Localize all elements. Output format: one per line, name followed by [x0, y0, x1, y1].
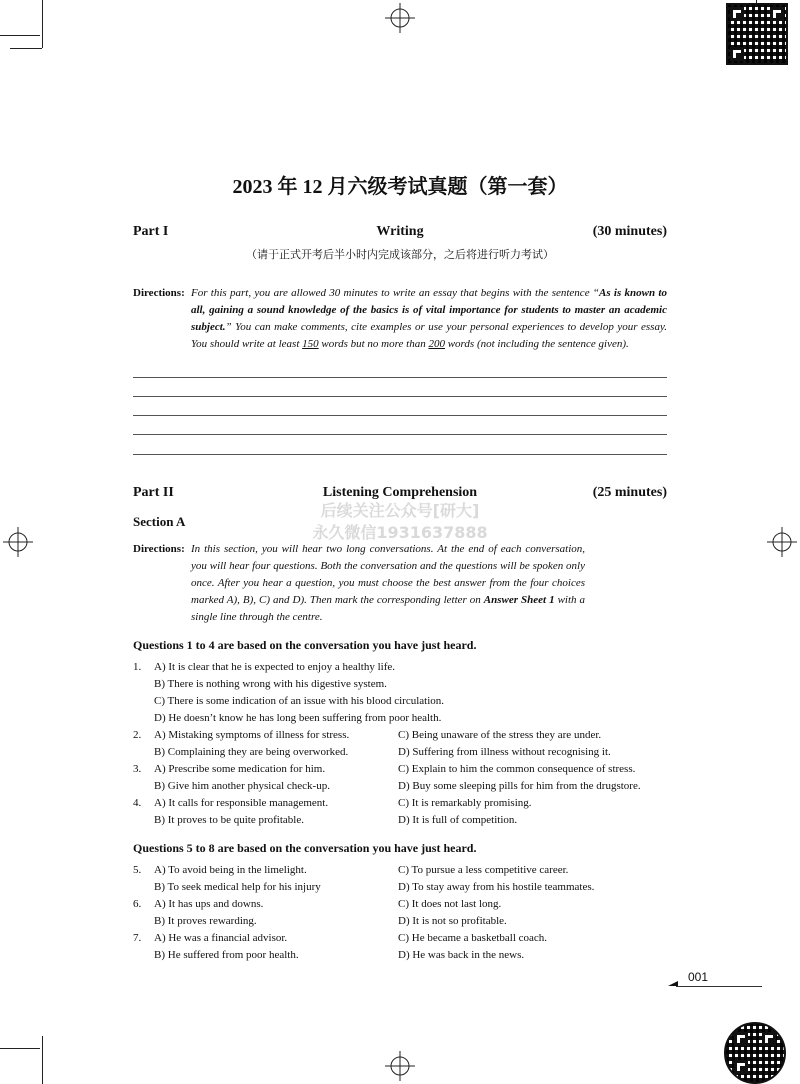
question-row [133, 795, 693, 812]
page-rule [676, 986, 762, 987]
answer-option[interactable]: B) He suffered from poor health. [154, 949, 299, 961]
answer-option[interactable]: A) It has ups and downs. [154, 898, 264, 910]
qr-code-icon [724, 1022, 786, 1084]
part2-name: Listening Comprehension [322, 485, 478, 500]
question-number: 5. [133, 864, 142, 876]
answer-sheet-ref: Answer Sheet 1 [483, 594, 555, 606]
registration-mark-top [385, 3, 415, 33]
question-number: 6. [133, 898, 142, 910]
directions-text: words but no more than [318, 338, 429, 350]
answer-option[interactable]: C) There is some indication of an issue with his blood circulation. [154, 695, 445, 707]
part2-directions [191, 541, 585, 626]
part2-label: Part II [133, 485, 174, 500]
registration-mark-right [767, 527, 797, 557]
registration-mark-left [3, 527, 33, 557]
crop-mark [42, 1036, 43, 1084]
answer-option[interactable]: B) To seek medical help for his injury [154, 881, 321, 893]
question-row [133, 676, 693, 693]
question-row [133, 913, 693, 930]
answer-option[interactable]: A) He was a financial advisor. [154, 932, 288, 944]
answer-option[interactable]: B) Complaining they are being overworked. [154, 746, 349, 758]
part2-time: (25 minutes) [592, 485, 667, 500]
question-row [133, 744, 693, 761]
directions-text: ” You can make comments, cite examples or use your personal experiences to develop your essay. You should write at least [191, 321, 667, 350]
question-row [133, 879, 693, 896]
answer-option[interactable]: B) It proves rewarding. [154, 915, 257, 927]
qr-code-icon [726, 3, 788, 65]
page-title: 2023 年 12 月六级考试真题（第一套） [232, 176, 568, 198]
watermark [300, 500, 500, 544]
question-number: 7. [133, 932, 142, 944]
question-number: 2. [133, 729, 142, 741]
question-row [133, 761, 693, 778]
question-number: 3. [133, 763, 142, 775]
question-row [133, 930, 693, 947]
answer-option[interactable]: C) To pursue a less competitive career. [398, 864, 569, 876]
part1-name: Writing [376, 224, 424, 239]
question-group-heading: Questions 1 to 4 are based on the conversation you have just heard. [133, 638, 477, 652]
answer-option[interactable]: B) There is nothing wrong with his digestive system. [154, 678, 387, 690]
crop-mark [0, 35, 40, 36]
answer-line[interactable] [133, 434, 667, 435]
question-row [133, 727, 693, 744]
question-row [133, 693, 693, 710]
question-row [133, 812, 693, 829]
answer-option[interactable]: A) It is clear that he is expected to enjoy a healthy life. [154, 661, 395, 673]
directions-text: In this section, you will hear two long conversations. At the end of each conversation, you will hear four questions. Both the conversation and the questions will be spoken only once. After you hear a question, you must choose the best answer from the four choices marked A), B), C) and D). Then mark the corresponding letter on [191, 543, 585, 606]
question-row [133, 947, 693, 964]
part1-label: Part I [133, 224, 169, 239]
max-words: 200 [428, 338, 445, 350]
directions-text: words (not including the sentence given). [444, 338, 629, 350]
crop-mark [42, 0, 43, 48]
answer-option[interactable]: A) Prescribe some medication for him. [154, 763, 326, 775]
part1-directions-label: Directions: [133, 287, 185, 299]
answer-option[interactable]: A) It calls for responsible management. [154, 797, 329, 809]
answer-option[interactable]: D) Suffering from illness without recognising it. [398, 746, 611, 758]
answer-option[interactable]: C) It is remarkably promising. [398, 797, 532, 809]
crop-mark [10, 48, 42, 49]
page-number: 001 [688, 970, 709, 984]
answer-option[interactable]: B) It proves to be quite profitable. [154, 814, 304, 826]
registration-mark-bottom [385, 1051, 415, 1081]
answer-line[interactable] [133, 415, 667, 416]
watermark-line: 永久微信1931637888 [312, 523, 488, 542]
answer-option[interactable]: D) It is full of competition. [398, 814, 518, 826]
part1-time: (30 minutes) [592, 224, 667, 239]
question-group-heading: Questions 5 to 8 are based on the conversation you have just heard. [133, 841, 477, 855]
min-words: 150 [302, 338, 319, 350]
part1-directions [191, 285, 667, 353]
answer-option[interactable]: C) He became a basketball coach. [398, 932, 548, 944]
answer-option[interactable]: C) Being unaware of the stress they are under. [398, 729, 602, 741]
directions-prompt-sentence: As is known to all, gaining a sound knowledge of the basics is of vital importance for students to master an academic subject. [191, 287, 667, 333]
question-number: 4. [133, 797, 142, 809]
question-row [133, 896, 693, 913]
section-heading: Section A [133, 514, 186, 529]
answer-option[interactable]: D) He doesn’t know he has long been suffering from poor health. [154, 712, 442, 724]
question-row [133, 710, 693, 727]
watermark-line: 后续关注公众号[研大] [320, 501, 480, 520]
part2-directions-label: Directions: [133, 543, 185, 555]
part1-note: （请于正式开考后半小时内完成该部分，之后将进行听力考试） [246, 249, 554, 261]
question-number: 1. [133, 661, 142, 673]
answer-option[interactable]: D) He was back in the news. [398, 949, 525, 961]
question-row [133, 659, 693, 676]
crop-mark [0, 1048, 40, 1049]
answer-line[interactable] [133, 454, 667, 455]
answer-option[interactable]: D) To stay away from his hostile teammates. [398, 881, 595, 893]
question-row [133, 778, 693, 795]
answer-line[interactable] [133, 396, 667, 397]
question-row [133, 862, 693, 879]
answer-line[interactable] [133, 377, 667, 378]
answer-option[interactable]: B) Give him another physical check-up. [154, 780, 330, 792]
directions-text: For this part, you are allowed 30 minutes to write an essay that begins with the sentence “ [191, 287, 599, 299]
answer-option[interactable]: C) Explain to him the common consequence of stress. [398, 763, 636, 775]
directions-text: with a single line through the centre. [191, 594, 586, 623]
answer-option[interactable]: A) Mistaking symptoms of illness for stress. [154, 729, 350, 741]
answer-option[interactable]: C) It does not last long. [398, 898, 502, 910]
answer-option[interactable]: D) It is not so profitable. [398, 915, 507, 927]
answer-option[interactable]: A) To avoid being in the limelight. [154, 864, 307, 876]
answer-option[interactable]: D) Buy some sleeping pills for him from the drugstore. [398, 780, 641, 792]
